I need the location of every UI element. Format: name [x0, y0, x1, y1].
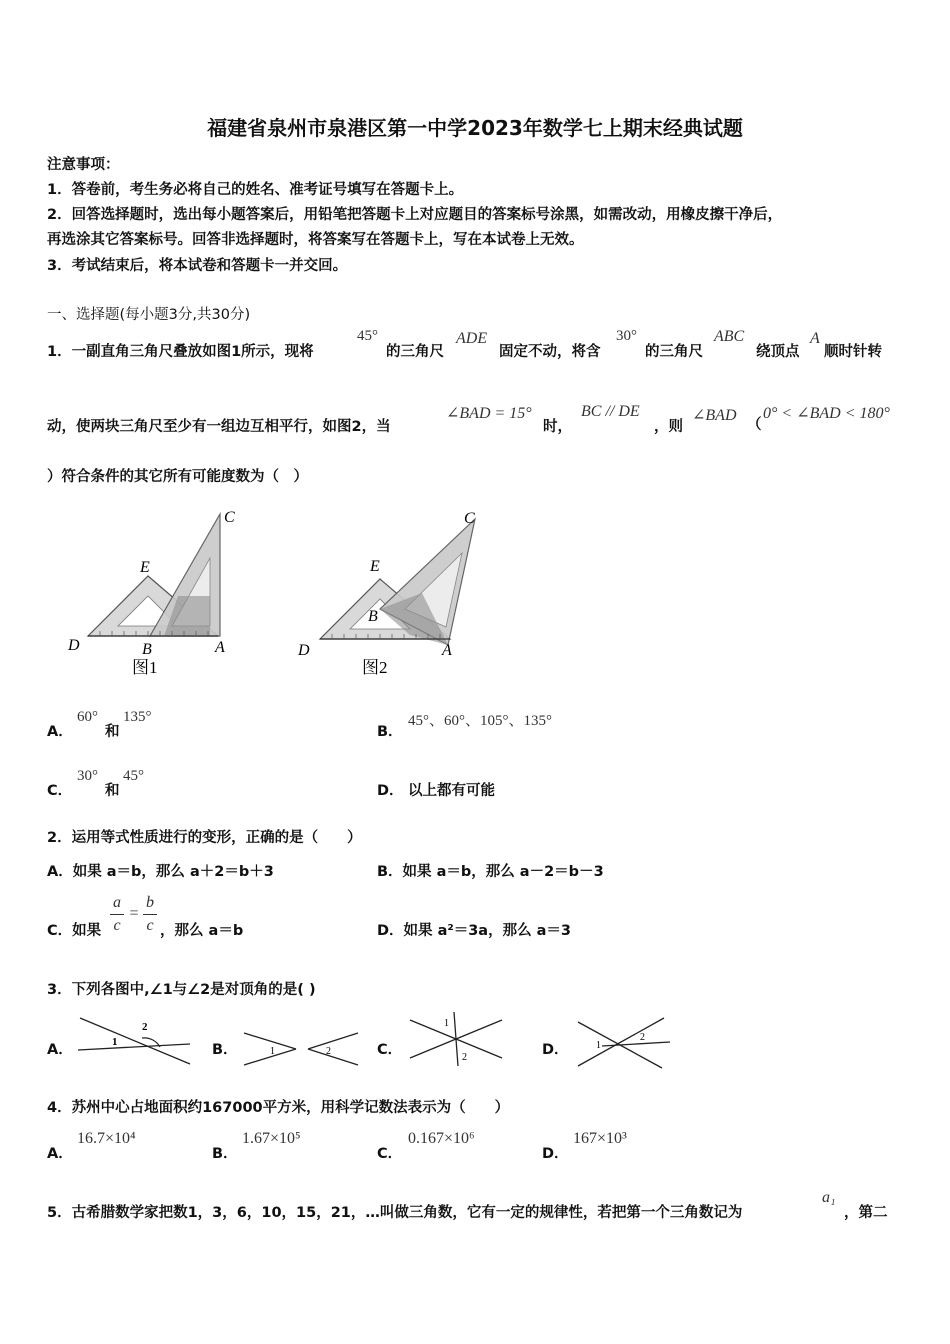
q1-option-a-val2: 135°: [123, 709, 152, 725]
q2-option-c-prefix: C．如果: [47, 923, 102, 939]
q1-text-4: 的三角尺: [645, 344, 703, 360]
q2-frac-b-den: c: [146, 917, 154, 934]
q2-option-b: B．如果 a＝b，那么 a－2＝b－3: [377, 864, 604, 880]
q4-stem: 4．苏州中心占地面积约167000平方米，用科学记数法表示为（ ）: [47, 1100, 510, 1116]
q1-option-c-val2: 45°: [123, 768, 144, 784]
q1-option-d-text: 以上都有可能: [408, 783, 495, 799]
q1-text-6: 顺时针转: [824, 344, 882, 360]
q3-diagram-b: [240, 1025, 365, 1070]
q1-text-2: 的三角尺: [386, 344, 444, 360]
q1-option-c-val1: 30°: [77, 768, 98, 784]
q3-option-a-letter: A．: [47, 1042, 73, 1058]
q5-tail: ，第二: [844, 1205, 888, 1221]
fig1-label-a: A: [215, 639, 225, 656]
q3a-angle-1: 1: [112, 1036, 118, 1048]
q1-text-9: ，则: [654, 419, 683, 435]
q1-math-abc: ABC: [714, 328, 745, 345]
q1-math-a: A: [810, 330, 820, 347]
q3d-angle-2: 2: [640, 1032, 645, 1043]
q1-option-b-text: 45°、60°、105°、135°: [408, 713, 552, 729]
q4-option-d-letter: D．: [542, 1146, 569, 1162]
notice-item-3: 3．考试结束后，将本试卷和答题卡一并交回。: [47, 258, 348, 274]
figure-1: [60, 500, 260, 680]
q2-frac-a-num: a: [113, 894, 121, 911]
q4-option-c-value: 0.167×10⁶: [408, 1130, 475, 1147]
section-heading: 一、选择题(每小题3分,共30分): [47, 307, 251, 323]
q3-option-d-letter: D．: [542, 1042, 569, 1058]
fig1-label-e: E: [140, 559, 150, 576]
q5-math-a1: a₁: [822, 1189, 836, 1206]
fig1-label-b: B: [142, 641, 152, 658]
notice-item-2: 2．回答选择题时，选出每小题答案后，用铅笔把答题卡上对应题目的答案标号涂黑，如需改动，用橡皮擦干净后，: [47, 207, 783, 223]
q2-frac-equals: =: [129, 905, 139, 922]
q3c-angle-2: 2: [462, 1052, 467, 1063]
q3-diagram-a: [72, 1010, 197, 1070]
q4-option-a-letter: A．: [47, 1146, 73, 1162]
q1-text-7: 动，使两块三角尺至少有一组边互相平行，如图2，当: [47, 419, 391, 435]
notice-item-2-cont: 再选涂其它答案标号。回答非选择题时，将答案写在答题卡上，写在本试卷上无效。: [47, 232, 584, 248]
q3a-angle-2: 2: [142, 1021, 148, 1033]
figure-2: [290, 505, 500, 680]
fig2-label-b: B: [368, 608, 378, 625]
fig2-label-e: E: [370, 558, 380, 575]
q1-option-d-letter: D．: [377, 783, 404, 799]
q2-option-d: D．如果 a²＝3a，那么 a＝3: [377, 923, 572, 939]
q3d-angle-1: 1: [596, 1040, 601, 1051]
notice-item-1: 1．答卷前，考生务必将自己的姓名、准考证号填写在答题卡上。: [47, 182, 464, 198]
q3-option-b-letter: B．: [212, 1042, 238, 1058]
q3-stem: 3．下列各图中,∠1与∠2是对顶角的是( ): [47, 982, 316, 998]
q1-option-a-mid: 和: [105, 724, 120, 740]
q2-option-a: A．如果 a＝b，那么 a＋2＝b＋3: [47, 864, 274, 880]
q1-text-11: ）符合条件的其它所有可能度数为（ ）: [47, 469, 308, 485]
q2-frac-a-den: c: [113, 917, 121, 934]
q1-math-30: 30°: [616, 328, 637, 344]
notice-heading: 注意事项：: [47, 157, 120, 173]
q2-frac-b-num: b: [146, 894, 154, 911]
q1-math-bad: ∠BAD: [692, 407, 737, 424]
q1-text-1: 1．一副直角三角尺叠放如图1所示，现将: [47, 344, 314, 360]
q5-stem: 5．古希腊数学家把数1，3，6，10，15，21，…叫做三角数，它有一定的规律性，若把第一个三角数记为: [47, 1205, 743, 1221]
q1-text-10: （: [747, 417, 762, 433]
q3-option-c-letter: C．: [377, 1042, 403, 1058]
q1-math-range: 0° < ∠BAD < 180°: [763, 405, 890, 422]
q3b-angle-1: 1: [270, 1046, 275, 1057]
q1-option-a-letter: A．: [47, 724, 73, 740]
fig2-label-a: A: [442, 642, 452, 659]
q4-option-b-value: 1.67×10⁵: [242, 1130, 301, 1147]
q3c-angle-1: 1: [444, 1018, 449, 1029]
fig1-label-d: D: [68, 637, 80, 654]
q1-text-8: 时，: [543, 419, 572, 435]
q2-option-c-suffix: ，那么 a＝b: [160, 923, 244, 939]
q1-math-bc-parallel-de: BC // DE: [581, 403, 640, 420]
fig1-caption: 图1: [132, 658, 158, 677]
q1-math-bad15: ∠BAD = 15°: [446, 405, 532, 422]
q1-math-ade: ADE: [456, 330, 488, 347]
q4-option-c-letter: C．: [377, 1146, 403, 1162]
q4-option-b-letter: B．: [212, 1146, 238, 1162]
q3b-angle-2: 2: [326, 1046, 331, 1057]
q1-option-c-letter: C．: [47, 783, 73, 799]
q1-option-a-val1: 60°: [77, 709, 98, 725]
fig1-triangle-abc: [150, 514, 220, 636]
q3-diagram-d: [572, 1012, 677, 1070]
q2-frac-b-bar: [143, 914, 157, 915]
q2-frac-a-bar: [110, 914, 124, 915]
q3-diagram-c: [402, 1008, 512, 1070]
q1-text-3: 固定不动，将含: [499, 344, 601, 360]
fig1-label-c: C: [224, 509, 235, 526]
q1-math-45: 45°: [357, 328, 378, 344]
q1-option-c-mid: 和: [105, 783, 120, 799]
fig2-caption: 图2: [362, 658, 388, 677]
q1-text-5: 绕顶点: [756, 344, 800, 360]
q4-option-d-value: 167×10³: [573, 1130, 627, 1147]
fig2-label-c: C: [464, 510, 475, 527]
q1-option-b-letter: B．: [377, 724, 403, 740]
page-title: 福建省泉州市泉港区第一中学2023年数学七上期末经典试题: [207, 116, 743, 140]
fig2-label-d: D: [298, 642, 310, 659]
q4-option-a-value: 16.7×10⁴: [77, 1130, 136, 1147]
q2-stem: 2．运用等式性质进行的变形，正确的是（ ）: [47, 830, 362, 846]
